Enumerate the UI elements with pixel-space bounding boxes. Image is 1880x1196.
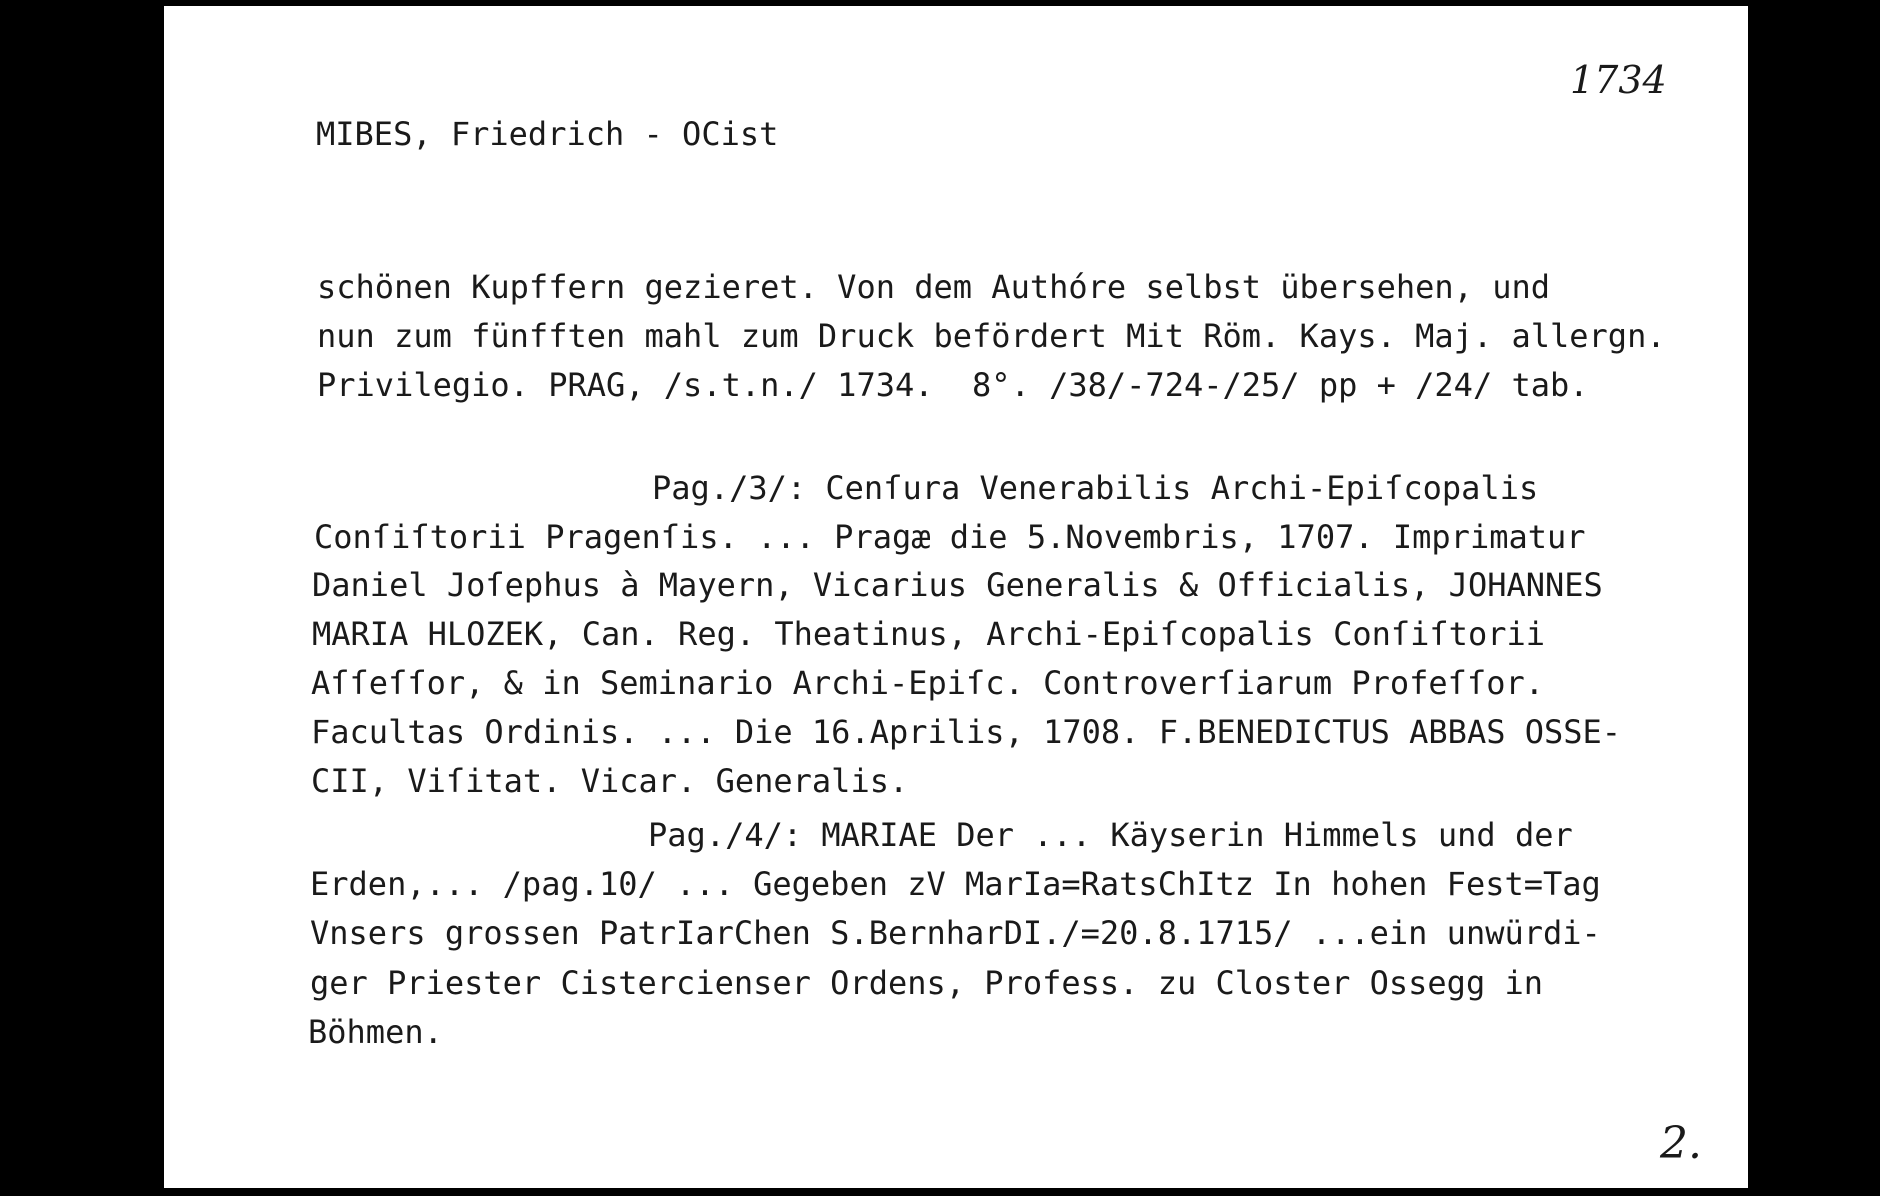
note-line: Pag./4/: MARIAE Der ... Käyserin Himmels und der [648, 816, 1573, 854]
note-line: Böhmen. [308, 1013, 443, 1051]
note-line: Conſiſtorii Pragenſis. ... Pragæ die 5.Novembris, 1707. Imprimatur [314, 518, 1586, 556]
note-line: Daniel Joſephus à Mayern, Vicarius Generalis & Officialis, JOHANNES [312, 566, 1603, 604]
catalog-number: 1734 [1570, 58, 1667, 102]
note-line: MARIA HLOZEK, Can. Reg. Theatinus, Archi-Epiſcopalis Conſiſtorii [312, 615, 1545, 653]
title-line: nun zum fünfften mahl zum Druck befördert Mit Röm. Kays. Maj. allergn. [317, 317, 1666, 355]
note-line: CII, Viſitat. Vicar. Generalis. [311, 762, 909, 800]
note-line: Erden,... /pag.10/ ... Gegeben zV MarIa=RatsChItz In hohen Fest=Tag [310, 865, 1601, 903]
catalog-card [164, 6, 1748, 1188]
card-sequence-number: 2. [1660, 1118, 1702, 1169]
note-line: Aſſeſſor, & in Seminario Archi-Epiſc. Controverſiarum Profeſſor. [311, 664, 1544, 702]
title-line: schönen Kupffern gezieret. Von dem Authóre selbst übersehen, und [317, 268, 1550, 306]
note-line: ger Priester Cistercienser Ordens, Profess. zu Closter Ossegg in [310, 964, 1543, 1002]
note-line: Vnsers grossen PatrIarChen S.BernharDI./=20.8.1715/ ...ein unwürdi- [310, 914, 1601, 952]
note-line: Facultas Ordinis. ... Die 16.Aprilis, 1708. F.BENEDICTUS ABBAS OSSE- [311, 713, 1622, 751]
title-line: Privilegio. PRAG, /s.t.n./ 1734. 8°. /38/-724-/25/ pp + /24/ tab. [317, 366, 1589, 404]
note-line: Pag./3/: Cenſura Venerabilis Archi-Epiſcopalis [652, 469, 1539, 507]
card-heading: MIBES, Friedrich - OCist [316, 115, 779, 153]
